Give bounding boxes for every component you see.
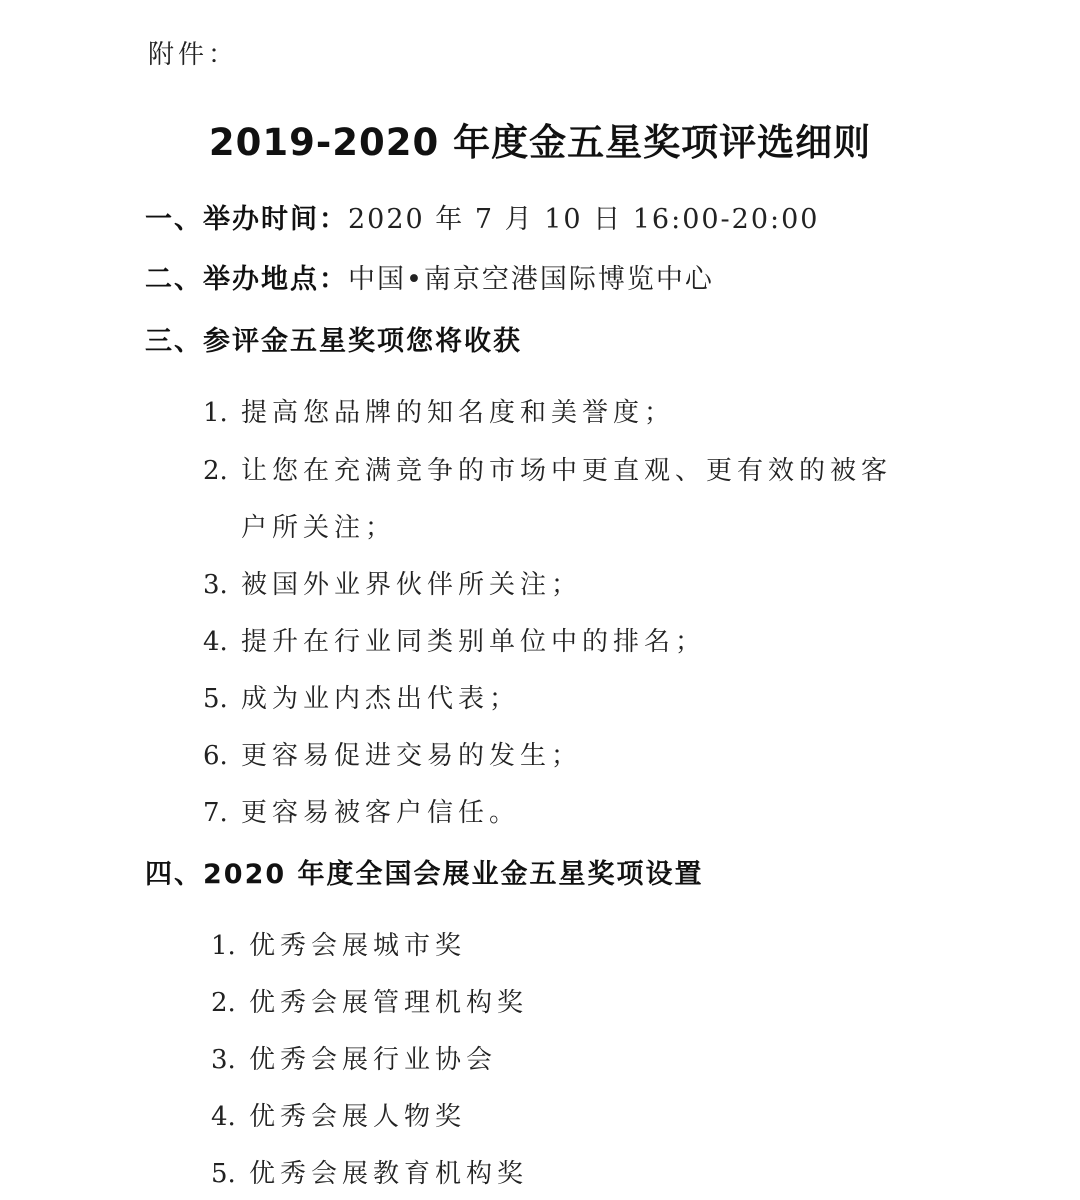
list-item-number: 7. bbox=[203, 798, 228, 828]
section-heading-venue bbox=[145, 257, 714, 296]
list-item-number: 4. bbox=[203, 627, 228, 657]
list-item-number: 2. bbox=[203, 456, 228, 486]
list-item-number: 3. bbox=[211, 1045, 236, 1075]
list-item-text: 优秀会展行业协会 bbox=[249, 1045, 498, 1075]
list-item bbox=[203, 621, 706, 658]
list-item bbox=[211, 982, 528, 1019]
list-item-number: 1. bbox=[203, 398, 228, 428]
list-item-number: 6. bbox=[203, 741, 228, 771]
list-item bbox=[211, 925, 466, 962]
list-item-text: 提高您品牌的知名度和美誉度； bbox=[241, 398, 676, 428]
list-item-number: 1. bbox=[211, 931, 236, 961]
list-item bbox=[203, 735, 582, 772]
list-item-text: 更容易促进交易的发生； bbox=[241, 741, 583, 771]
list-item-number: 5. bbox=[203, 684, 228, 714]
section-value: 中国•南京空港国际博览中心 bbox=[348, 264, 714, 295]
list-item bbox=[211, 1039, 497, 1076]
list-item bbox=[211, 1153, 528, 1190]
list-item-text: 让您在充满竞争的市场中更直观、更有效的被客 bbox=[241, 456, 893, 486]
list-item bbox=[203, 392, 675, 429]
list-item-text: 更容易被客户信任。 bbox=[241, 798, 521, 828]
list-item-number: 3. bbox=[203, 570, 228, 600]
section-heading-benefits bbox=[145, 319, 522, 358]
attachment-label: 附件： bbox=[148, 40, 239, 70]
list-item-text: 成为业内杰出代表； bbox=[241, 684, 521, 714]
list-item-text: 优秀会展管理机构奖 bbox=[249, 988, 529, 1018]
list-item bbox=[203, 792, 520, 829]
list-item-continuation: 户所关注； bbox=[241, 513, 397, 543]
list-item-text: 提升在行业同类别单位中的排名； bbox=[241, 627, 707, 657]
section-value: 2020 年 7 月 10 日 16:00-20:00 bbox=[348, 204, 820, 235]
list-item bbox=[203, 450, 892, 487]
section-label: 四、2020 年度全国会展业金五星奖项设置 bbox=[145, 859, 704, 890]
page-title: 2019-2020 年度金五星奖项评选细则 bbox=[208, 121, 872, 164]
section-heading-time bbox=[145, 197, 820, 236]
section-label: 一、举办时间： bbox=[145, 204, 348, 235]
list-item-number: 5. bbox=[211, 1159, 236, 1189]
section-heading-awards bbox=[145, 852, 704, 891]
section-label: 三、参评金五星奖项您将收获 bbox=[145, 326, 522, 357]
list-item-text: 优秀会展教育机构奖 bbox=[249, 1159, 529, 1189]
list-item bbox=[203, 678, 520, 715]
section-label: 二、举办地点： bbox=[145, 264, 348, 295]
list-item-text: 优秀会展人物奖 bbox=[249, 1102, 467, 1132]
list-item-number: 2. bbox=[211, 988, 236, 1018]
list-item bbox=[211, 1096, 466, 1133]
list-item-text: 被国外业界伙伴所关注； bbox=[241, 570, 583, 600]
list-item-number: 4. bbox=[211, 1102, 236, 1132]
list-item bbox=[203, 564, 582, 601]
list-item-text: 优秀会展城市奖 bbox=[249, 931, 467, 961]
